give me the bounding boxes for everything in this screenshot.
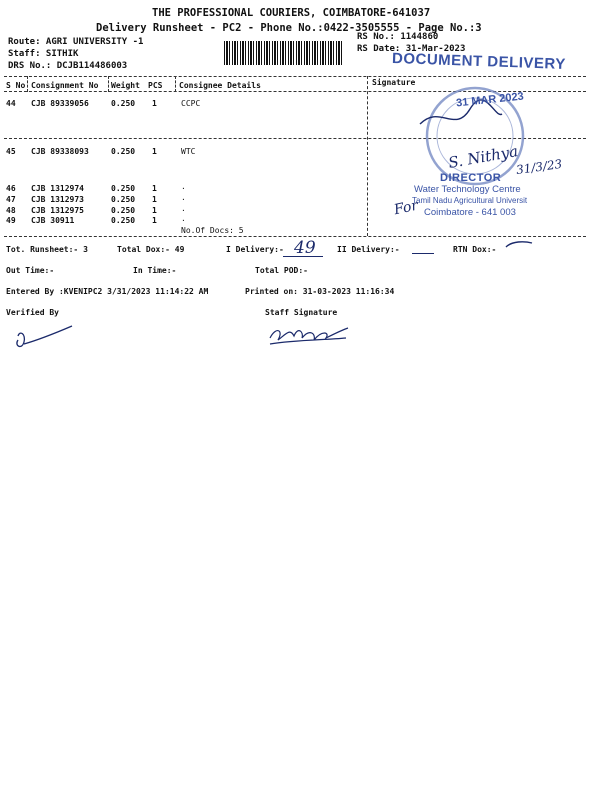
col-divider xyxy=(175,76,176,92)
table-row-weight: 0.250 xyxy=(111,206,136,215)
col-header-consignee: Consignee Details xyxy=(179,81,261,90)
table-row-details: . xyxy=(181,193,186,202)
table-top-rule xyxy=(4,76,586,77)
col-divider xyxy=(27,76,28,92)
table-row-pcs: 1 xyxy=(152,216,157,225)
table-row-weight: 0.250 xyxy=(111,184,136,193)
rtn-dox: RTN Dox:- xyxy=(453,245,497,254)
table-row-sno: 48 xyxy=(6,206,16,215)
rs-date: RS Date: 31-Mar-2023 xyxy=(357,44,466,54)
table-row-weight: 0.250 xyxy=(111,147,136,156)
table-row-consignment: CJB 1312974 xyxy=(31,184,84,193)
table-row-weight: 0.250 xyxy=(111,99,136,108)
receiver-signature: S. Nithya xyxy=(446,142,520,172)
stamp-director: DIRECTOR xyxy=(440,172,502,184)
total-runsheet: Tot. Runsheet:- 3 xyxy=(6,245,88,254)
runsheet-subtitle: Delivery Runsheet - PC2 - Phone No.:0422-3505555 - Page No.:3 xyxy=(96,22,482,34)
verified-signature-icon xyxy=(8,322,78,352)
table-row-consignment: CJB 89339056 xyxy=(31,99,89,108)
drs-number: DRS No.: DCJB114486003 xyxy=(8,61,128,71)
stamp-line3: Coimbatore - 641 003 xyxy=(424,207,516,218)
no-of-docs: No.Of Docs: 5 xyxy=(181,226,244,235)
i-delivery-underline xyxy=(283,256,323,257)
table-row-sno: 47 xyxy=(6,195,16,204)
col-header-pcs: PCS xyxy=(148,81,163,90)
document-delivery-stamp: DOCUMENT DELIVERY xyxy=(391,49,567,74)
table-row-pcs: 1 xyxy=(152,147,157,156)
verified-by-label: Verified By xyxy=(6,308,59,317)
col-divider xyxy=(108,76,109,92)
col-header-weight: Weight xyxy=(111,81,140,90)
staff-signature-label: Staff Signature xyxy=(265,308,338,317)
col-header-consignment: Consignment No xyxy=(31,81,99,90)
entered-by: Entered By :KVENIPC2 3/31/2023 11:14:22 AM xyxy=(6,287,209,296)
table-row-weight: 0.250 xyxy=(111,216,136,225)
table-row-details: WTC xyxy=(181,147,196,156)
staff-signature-icon xyxy=(264,318,354,348)
i-delivery: I Delivery:- xyxy=(226,245,284,254)
stamp-round-date: 31 MAR 2023 xyxy=(455,90,525,110)
col-divider xyxy=(367,76,368,236)
stamp-line2: Tamil Nadu Agricultural Universit xyxy=(412,196,528,205)
for-handwriting: For xyxy=(392,197,420,219)
out-time: Out Time:- xyxy=(6,266,55,275)
stamp-line1: Water Technology Centre xyxy=(414,184,521,195)
table-row-sno: 49 xyxy=(6,216,16,225)
table-row-sno: 44 xyxy=(6,99,16,108)
i-delivery-handwritten: 49 xyxy=(294,238,316,258)
staff-label: Staff: SITHIK xyxy=(8,49,79,59)
table-row-pcs: 1 xyxy=(152,195,157,204)
table-row-consignment: CJB 1312973 xyxy=(31,195,84,204)
printed-on: Printed on: 31-03-2023 11:16:34 xyxy=(245,287,395,296)
ii-delivery-dash xyxy=(412,253,434,254)
table-row-sno: 46 xyxy=(6,184,16,193)
table-row-weight: 0.250 xyxy=(111,195,136,204)
table-row-consignment: CJB 89338093 xyxy=(31,147,89,156)
col-header-sno: S No xyxy=(6,81,26,90)
total-pod: Total POD:- xyxy=(255,266,308,275)
table-bottom-rule xyxy=(4,236,586,237)
rtn-dox-stroke-icon xyxy=(504,238,534,250)
table-row-details: CCPC xyxy=(181,99,201,108)
rs-number: RS No.: 1144860 xyxy=(357,32,439,42)
company-title: THE PROFESSIONAL COURIERS, COIMBATORE-641037 xyxy=(152,7,431,19)
table-row-pcs: 1 xyxy=(152,184,157,193)
table-row-pcs: 1 xyxy=(152,99,157,108)
table-row-details: . xyxy=(181,214,186,223)
table-row-consignment: CJB 30911 xyxy=(31,216,75,225)
barcode-image xyxy=(224,41,344,65)
receiver-sign-date: 31/3/23 xyxy=(515,156,564,178)
total-dox: Total Dox:- 49 xyxy=(117,245,185,254)
table-row-details: . xyxy=(181,182,186,191)
col-header-signature: Signature xyxy=(372,78,416,87)
route-label: Route: AGRI UNIVERSITY -1 xyxy=(8,37,144,47)
table-row-sno: 45 xyxy=(6,147,16,156)
table-row-consignment: CJB 1312975 xyxy=(31,206,84,215)
table-row-pcs: 1 xyxy=(152,206,157,215)
ii-delivery: II Delivery:- xyxy=(337,245,400,254)
table-row-details: . xyxy=(181,204,186,213)
in-time: In Time:- xyxy=(133,266,177,275)
